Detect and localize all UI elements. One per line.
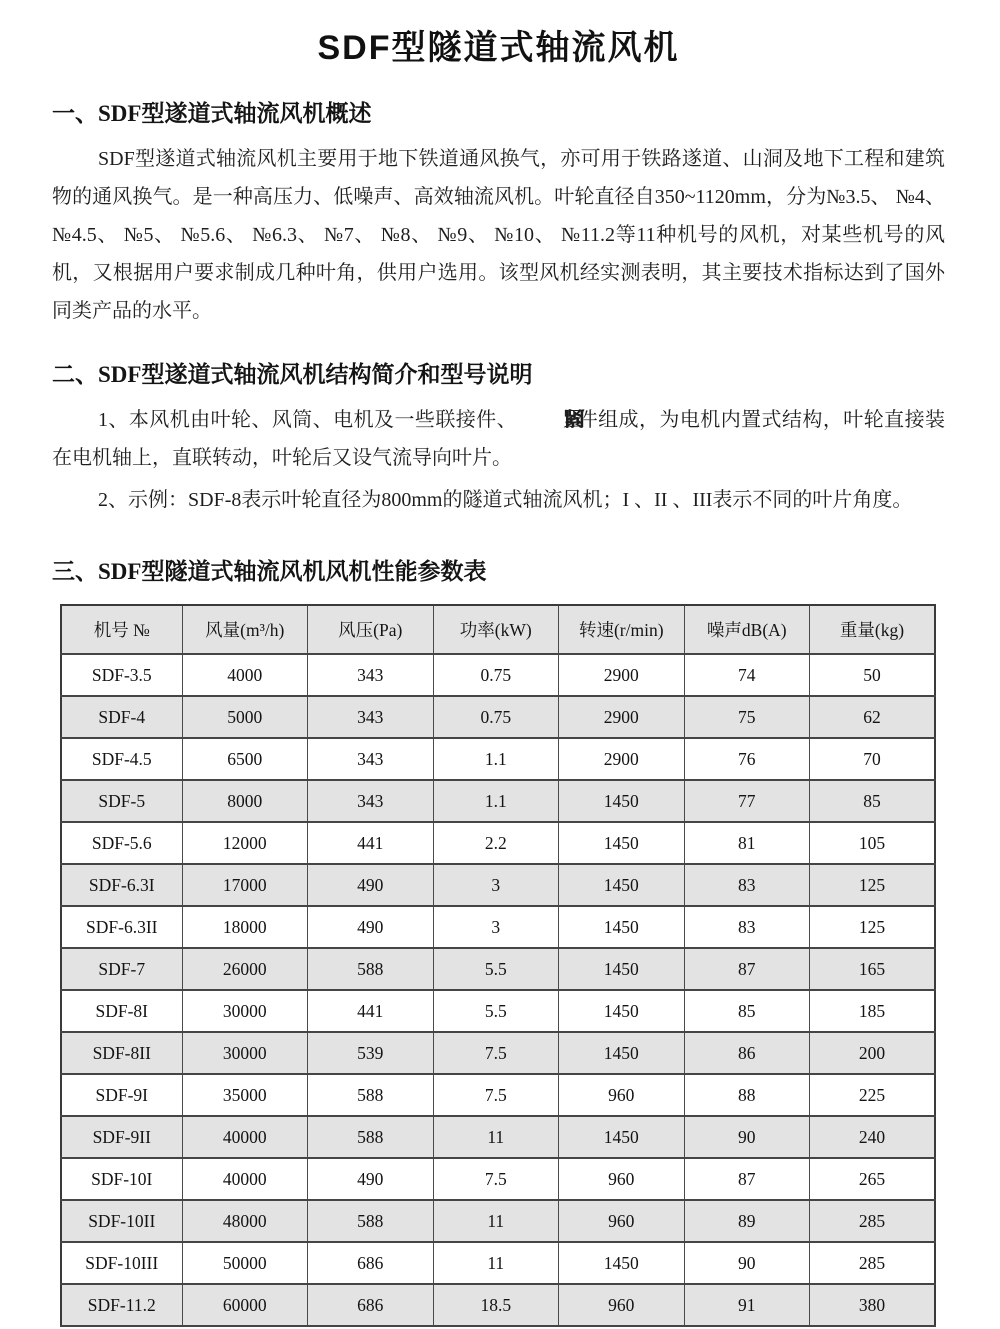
cell-power: 5.5 [433, 990, 559, 1032]
cell-weight: 125 [810, 906, 936, 948]
cell-airflow: 40000 [182, 1158, 308, 1200]
cell-noise: 87 [684, 948, 810, 990]
section-1-paragraph: SDF型遂道式轴流风机主要用于地下铁道通风换气，亦可用于铁路遂道、山洞及地下工程和建筑物的通风换气。是一种高压力、低噪声、高效轴流风机。叶轮直径自350~1120mm，分为№3.5、 №4、 №4.5、 №5、 №5.6、 №6.3、 №7、 №8、 №9、 №10、 №11.2等11种机号的风机，对某些机号的风机，又根据用户要求制成几种叶角，供用户选用。该型风机经实测表明，其主要技术指标达到了国外同类产品的水平。 [52, 148, 945, 322]
cell-power: 3 [433, 864, 559, 906]
column-header-model: 机号 № [61, 605, 182, 654]
cell-power: 11 [433, 1200, 559, 1242]
cell-weight: 285 [810, 1242, 936, 1284]
smudged-characters: 紧固 [563, 409, 567, 431]
column-header-pressure: 风压(Pa) [308, 605, 434, 654]
cell-speed: 960 [559, 1158, 685, 1200]
section-3-heading: 三、SDF型隧道式轴流风机风机性能参数表 [52, 559, 487, 584]
cell-power: 7.5 [433, 1158, 559, 1200]
cell-speed: 1450 [559, 1116, 685, 1158]
cell-model: SDF-6.3I [61, 864, 182, 906]
cell-power: 11 [433, 1242, 559, 1284]
cell-model: SDF-4.5 [61, 738, 182, 780]
cell-pressure: 686 [308, 1242, 434, 1284]
cell-airflow: 30000 [182, 990, 308, 1032]
table-row [61, 948, 935, 990]
cell-speed: 2900 [559, 738, 685, 780]
cell-pressure: 588 [308, 1200, 434, 1242]
cell-pressure: 490 [308, 906, 434, 948]
cell-noise: 85 [684, 990, 810, 1032]
cell-weight: 50 [810, 654, 936, 696]
cell-model: SDF-6.3II [61, 906, 182, 948]
cell-pressure: 588 [308, 948, 434, 990]
cell-pressure: 441 [308, 990, 434, 1032]
column-header-noise: 噪声dB(A) [684, 605, 810, 654]
cell-speed: 1450 [559, 948, 685, 990]
cell-noise: 76 [684, 738, 810, 780]
cell-noise: 90 [684, 1242, 810, 1284]
cell-model: SDF-9I [61, 1074, 182, 1116]
cell-pressure: 539 [308, 1032, 434, 1074]
cell-noise: 75 [684, 696, 810, 738]
cell-pressure: 490 [308, 864, 434, 906]
cell-weight: 105 [810, 822, 936, 864]
cell-airflow: 48000 [182, 1200, 308, 1242]
cell-speed: 1450 [559, 990, 685, 1032]
cell-airflow: 12000 [182, 822, 308, 864]
column-header-weight: 重量(kg) [810, 605, 936, 654]
cell-weight: 200 [810, 1032, 936, 1074]
section-2-item-1-text: 1、本风机由叶轮、风筒、电机及一些联接件、 [98, 409, 518, 431]
cell-airflow: 30000 [182, 1032, 308, 1074]
cell-noise: 74 [684, 654, 810, 696]
cell-noise: 83 [684, 864, 810, 906]
performance-table-container [60, 604, 945, 1327]
cell-airflow: 35000 [182, 1074, 308, 1116]
table-row [61, 1074, 935, 1116]
cell-power: 7.5 [433, 1074, 559, 1116]
cell-model: SDF-9II [61, 1116, 182, 1158]
cell-airflow: 17000 [182, 864, 308, 906]
section-2-item-1 [52, 401, 945, 477]
cell-airflow: 4000 [182, 654, 308, 696]
cell-noise: 87 [684, 1158, 810, 1200]
cell-airflow: 8000 [182, 780, 308, 822]
cell-speed: 1450 [559, 822, 685, 864]
cell-power: 5.5 [433, 948, 559, 990]
column-header-speed: 转速(r/min) [559, 605, 685, 654]
cell-weight: 185 [810, 990, 936, 1032]
cell-weight: 70 [810, 738, 936, 780]
table-header-row [61, 605, 935, 654]
cell-speed: 1450 [559, 906, 685, 948]
cell-model: SDF-10III [61, 1242, 182, 1284]
table-row [61, 780, 935, 822]
cell-model: SDF-5.6 [61, 822, 182, 864]
cell-pressure: 441 [308, 822, 434, 864]
cell-power: 7.5 [433, 1032, 559, 1074]
column-header-power: 功率(kW) [433, 605, 559, 654]
cell-power: 1.1 [433, 780, 559, 822]
table-row [61, 1032, 935, 1074]
cell-airflow: 26000 [182, 948, 308, 990]
cell-speed: 960 [559, 1284, 685, 1326]
cell-power: 1.1 [433, 738, 559, 780]
cell-speed: 2900 [559, 696, 685, 738]
cell-pressure: 343 [308, 780, 434, 822]
cell-pressure: 686 [308, 1284, 434, 1326]
cell-speed: 960 [559, 1200, 685, 1242]
cell-speed: 960 [559, 1074, 685, 1116]
table-row [61, 1242, 935, 1284]
cell-weight: 285 [810, 1200, 936, 1242]
table-row [61, 990, 935, 1032]
cell-model: SDF-3.5 [61, 654, 182, 696]
cell-pressure: 343 [308, 696, 434, 738]
cell-weight: 85 [810, 780, 936, 822]
cell-airflow: 18000 [182, 906, 308, 948]
cell-model: SDF-4 [61, 696, 182, 738]
table-row [61, 1284, 935, 1326]
cell-pressure: 588 [308, 1074, 434, 1116]
section-2-item-1-continuation: 件组成，为电机内置式结构，叶轮直接装在电机轴上，直联转动，叶轮后又设气流导向叶片。 [52, 409, 946, 469]
cell-airflow: 60000 [182, 1284, 308, 1326]
cell-model: SDF-10I [61, 1158, 182, 1200]
cell-power: 2.2 [433, 822, 559, 864]
table-header-row [61, 605, 935, 654]
cell-model: SDF-8II [61, 1032, 182, 1074]
cell-airflow: 50000 [182, 1242, 308, 1284]
cell-pressure: 343 [308, 654, 434, 696]
page-title: SDF型隧道式轴流风机 [317, 29, 680, 67]
cell-pressure: 588 [308, 1116, 434, 1158]
cell-model: SDF-10II [61, 1200, 182, 1242]
cell-power: 0.75 [433, 696, 559, 738]
cell-speed: 2900 [559, 654, 685, 696]
cell-speed: 1450 [559, 1242, 685, 1284]
section-2-item-2: 2、示例：SDF-8表示叶轮直径为800mm的隧道式轴流风机；I 、II 、III表示不同的叶片角度。 [98, 489, 913, 511]
cell-weight: 380 [810, 1284, 936, 1326]
cell-speed: 1450 [559, 864, 685, 906]
cell-model: SDF-11.2 [61, 1284, 182, 1326]
table-row [61, 1158, 935, 1200]
table-row [61, 1200, 935, 1242]
cell-weight: 125 [810, 864, 936, 906]
cell-power: 3 [433, 906, 559, 948]
table-row [61, 822, 935, 864]
cell-power: 11 [433, 1116, 559, 1158]
cell-power: 18.5 [433, 1284, 559, 1326]
cell-model: SDF-8I [61, 990, 182, 1032]
cell-pressure: 343 [308, 738, 434, 780]
table-body [61, 654, 935, 1326]
table-row [61, 696, 935, 738]
section-1-heading: 一、SDF型遂道式轴流风机概述 [52, 101, 372, 126]
cell-weight: 265 [810, 1158, 936, 1200]
cell-speed: 1450 [559, 780, 685, 822]
cell-speed: 1450 [559, 1032, 685, 1074]
cell-noise: 89 [684, 1200, 810, 1242]
cell-noise: 91 [684, 1284, 810, 1326]
section-2-heading: 二、SDF型遂道式轴流风机结构简介和型号说明 [52, 362, 533, 387]
cell-weight: 62 [810, 696, 936, 738]
cell-power: 0.75 [433, 654, 559, 696]
cell-weight: 225 [810, 1074, 936, 1116]
cell-weight: 240 [810, 1116, 936, 1158]
cell-noise: 90 [684, 1116, 810, 1158]
cell-noise: 83 [684, 906, 810, 948]
table-row [61, 906, 935, 948]
cell-airflow: 5000 [182, 696, 308, 738]
column-header-airflow: 风量(m³/h) [182, 605, 308, 654]
table-row [61, 654, 935, 696]
cell-weight: 165 [810, 948, 936, 990]
table-row [61, 864, 935, 906]
cell-pressure: 490 [308, 1158, 434, 1200]
cell-noise: 86 [684, 1032, 810, 1074]
cell-model: SDF-5 [61, 780, 182, 822]
cell-airflow: 6500 [182, 738, 308, 780]
cell-noise: 81 [684, 822, 810, 864]
cell-model: SDF-7 [61, 948, 182, 990]
performance-table [60, 604, 936, 1327]
table-row [61, 1116, 935, 1158]
cell-noise: 77 [684, 780, 810, 822]
cell-noise: 88 [684, 1074, 810, 1116]
cell-airflow: 40000 [182, 1116, 308, 1158]
table-row [61, 738, 935, 780]
